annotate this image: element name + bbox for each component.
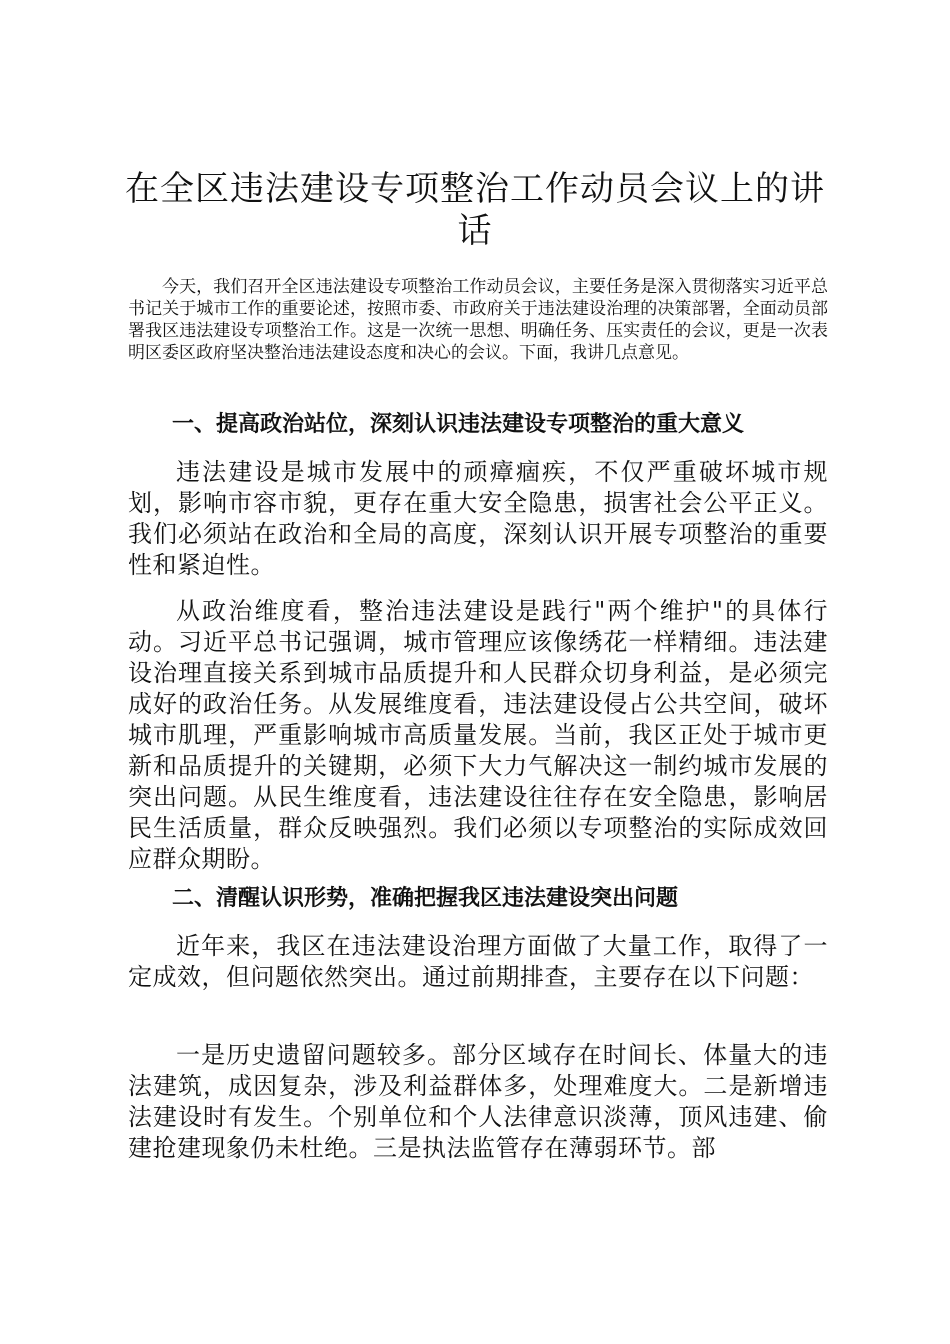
section-heading-2: 二、清醒认识形势，准确把握我区违法建设突出问题 — [172, 885, 679, 911]
document-title: 在全区违法建设专项整治工作动员会议上的讲话 — [125, 169, 825, 251]
section-1-paragraph-1: 违法建设是城市发展中的顽瘴痼疾，不仅严重破坏城市规划，影响市容市貌，更存在重大安全隐患，损害社会公平正义。我们必须站在政治和全局的高度，深刻认识开展专项整治的重要性和紧迫性。 — [128, 458, 828, 579]
intro-paragraph: 今天，我们召开全区违法建设专项整治工作动员会议，主要任务是深入贯彻落实习近平总书记关于城市工作的重要论述，按照市委、市政府关于违法建设治理的决策部署，全面动员部署我区违法建设专项整治工作。这是一次统一思想、明确任务、压实责任的会议，更是一次表明区委区政府坚决整治违法建设态度和决心的会议。下面，我讲几点意见。 — [128, 277, 828, 363]
section-2-paragraph-2: 一是历史遗留问题较多。部分区域存在时间长、体量大的违法建筑，成因复杂，涉及利益群体多，处理难度大。二是新增违法建设时有发生。个别单位和个人法律意识淡薄，顶风违建、偷建抢建现象仍未杜绝。三是执法监管存在薄弱环节。部 — [128, 1041, 828, 1162]
section-1-paragraph-2: 从政治维度看，整治违法建设是践行"两个维护"的具体行动。习近平总书记强调，城市管理应该像绣花一样精细。违法建设治理直接关系到城市品质提升和人民群众切身利益，是必须完成好的政治任务。从发展维度看，违法建设侵占公共空间，破坏城市肌理，严重影响城市高质量发展。当前，我区正处于城市更新和品质提升的关键期，必须下大力气解决这一制约城市发展的突出问题。从民生维度看，违法建设往往存在安全隐患，影响居民生活质量，群众反映强烈。我们必须以专项整治的实际成效回应群众期盼。 — [128, 597, 828, 873]
section-2-paragraph-1: 近年来，我区在违法建设治理方面做了大量工作，取得了一定成效，但问题依然突出。通过前期排查，主要存在以下问题： — [128, 932, 828, 991]
section-heading-1: 一、提高政治站位，深刻认识违法建设专项整治的重大意义 — [172, 411, 745, 437]
